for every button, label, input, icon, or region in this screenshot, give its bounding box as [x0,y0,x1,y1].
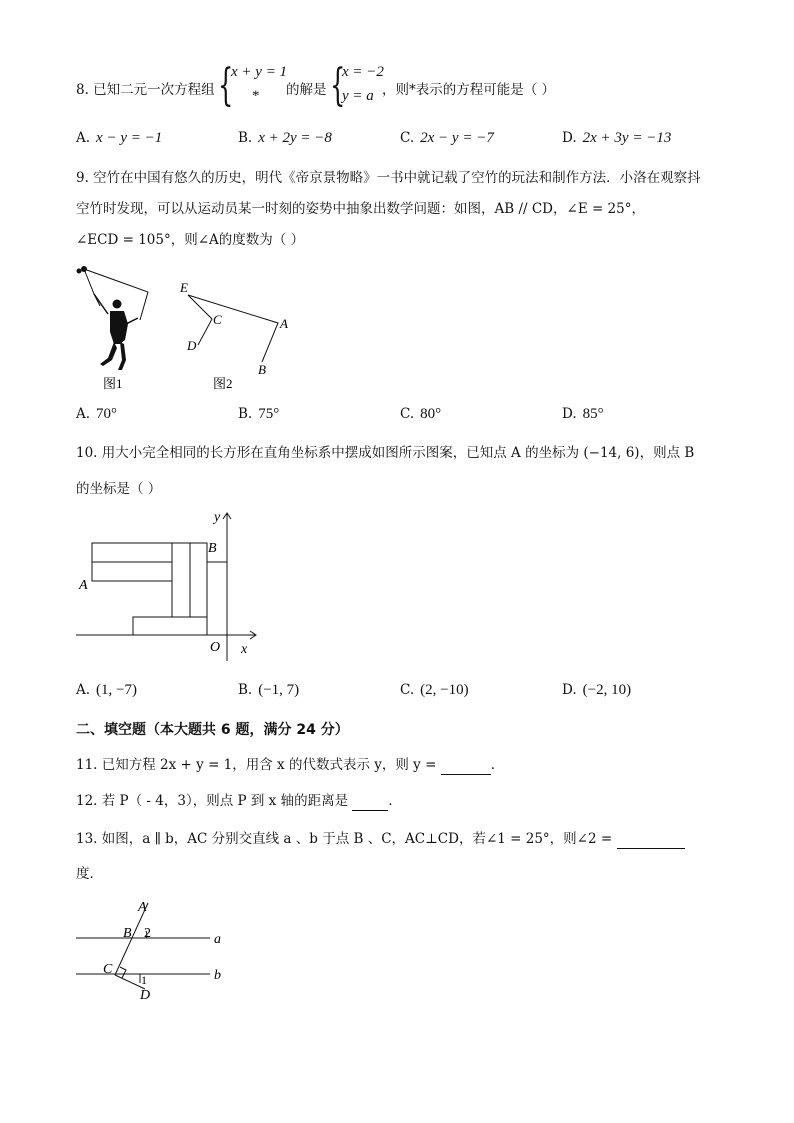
q12-text: 12. 若 P（ - 4，3），则点 P 到 x 轴的距离是 [76,793,349,809]
q13-figure [70,895,240,1005]
option-label: D. [562,682,577,698]
q13 [76,828,685,849]
q8-sol1: x = −2 [342,64,384,80]
q8-option-b[interactable] [238,130,332,147]
option-text: 85° [582,406,604,422]
option-label: D. [562,130,577,146]
q12-end: ． [388,793,402,809]
q11-end: ． [490,757,505,773]
rect-v3 [207,562,227,635]
q9-line2: 空竹时发现，可以从运动员某一时刻的姿势中抽象出数学问题：如图，AB // CD，∠E = 25°， [76,201,645,217]
q8-prefix: 8. 已知二元一次方程组 [76,82,215,98]
q8-system-brace: { [218,60,234,111]
option-label: C. [400,130,415,146]
label-angle-1: 1 [141,973,147,987]
option-text: 75° [258,406,280,422]
rect-v1 [172,543,190,617]
q10-line2: 的坐标是（ ） [76,481,162,497]
q8-eq1: x + y = 1 [231,64,288,80]
option-text: x − y = −1 [96,130,163,146]
label-b: B [258,362,266,377]
label-a-point: A [138,900,147,915]
option-label: B. [238,130,253,146]
q9-option-c[interactable] [400,406,441,423]
label-o: O [210,640,221,655]
option-text: x + 2y = −8 [258,130,332,146]
rectangle-pattern [76,513,256,661]
q10-option-b[interactable] [238,682,299,699]
label-a: A [79,578,88,593]
q8-solution-brace: { [330,60,346,111]
label-d: D [187,338,197,353]
right-angle-mark [120,967,126,978]
angle-figure [188,295,278,362]
option-text: (1, −7) [96,682,137,698]
section-heading: 二、填空题（本大题共 6 题，满分 24 分） [76,722,349,738]
q9-option-a[interactable] [76,406,117,423]
option-text: (−2, 10) [582,682,632,698]
label-a: A [280,316,288,331]
option-text: 2x − y = −7 [420,130,494,146]
option-text: (2, −10) [420,682,469,698]
q9-figure [70,262,310,394]
diabolo-player-figure [77,266,149,370]
option-label: D. [562,406,577,422]
option-label: A. [76,130,91,146]
q12 [76,790,402,811]
q13-text: 13. 如图，a ∥ b，AC 分别交直线 a 、b 于点 B 、C，AC⊥CD，若∠1 = 25°，则∠2 = [76,831,613,847]
option-text: (−1, 7) [258,682,300,698]
fig1-caption: 图1 [103,376,123,391]
q10-option-a[interactable] [76,682,137,699]
q13-answer-blank[interactable] [617,828,685,849]
label-angle-2: 2 [144,926,151,941]
label-b-point: B [123,926,132,941]
q9-option-d[interactable] [562,406,604,423]
label-y: y [214,510,221,525]
label-c-point: C [103,962,113,977]
q11-text: 11. 已知方程 2x + y = 1，用含 x 的代数式表示 y，则 y = [76,757,437,773]
q12-answer-blank[interactable] [352,790,388,811]
option-text: 80° [420,406,442,422]
q8-option-c[interactable] [400,130,494,147]
q10-line1: 10. 用大小完全相同的长方形在直角坐标系中摆成如图所示图案，已知点 A 的坐标为 (−14, 6)，则点 B [76,445,695,461]
label-x: x [241,642,248,657]
q10-option-c[interactable] [400,682,469,699]
option-label: A. [76,682,91,698]
rect-v2 [190,543,207,617]
option-label: C. [400,682,415,698]
rect-h1 [92,543,172,562]
q11-answer-blank[interactable] [441,754,491,775]
option-label: B. [238,406,253,422]
label-c: C [213,312,222,327]
q9-line3: ∠ECD = 105°，则∠A的度数为（ ） [76,232,305,248]
q8-eq2: * [252,88,260,104]
option-text: 2x + 3y = −13 [582,130,672,146]
rect-h3 [133,617,207,635]
option-label: C. [400,406,415,422]
option-label: B. [238,682,253,698]
q11 [76,754,504,775]
q8-mid: 的解是 [286,82,327,98]
q8-option-d[interactable] [562,130,671,147]
q8-option-a[interactable] [76,130,162,147]
q9-option-b[interactable] [238,406,279,423]
option-label: A. [76,406,91,422]
q8-suffix: ，则*表示的方程可能是（ ） [382,82,556,98]
q10-option-d[interactable] [562,682,631,699]
label-b: B [208,541,217,556]
q8-sol2: y = a [342,88,374,104]
rect-h2 [92,562,172,581]
label-e: E [180,280,188,295]
q13-line2: 度． [76,866,103,882]
fig2-caption: 图2 [213,376,233,391]
q9-line1: 9. 空竹在中国有悠久的历史，明代《帝京景物略》一书中就记载了空竹的玩法和制作方法．小洛在观察抖 [76,170,701,186]
option-text: 70° [96,406,118,422]
label-line-a: a [214,932,221,947]
q10-figure [70,505,270,665]
label-d-point: D [140,988,151,1003]
label-line-b: b [214,968,221,983]
